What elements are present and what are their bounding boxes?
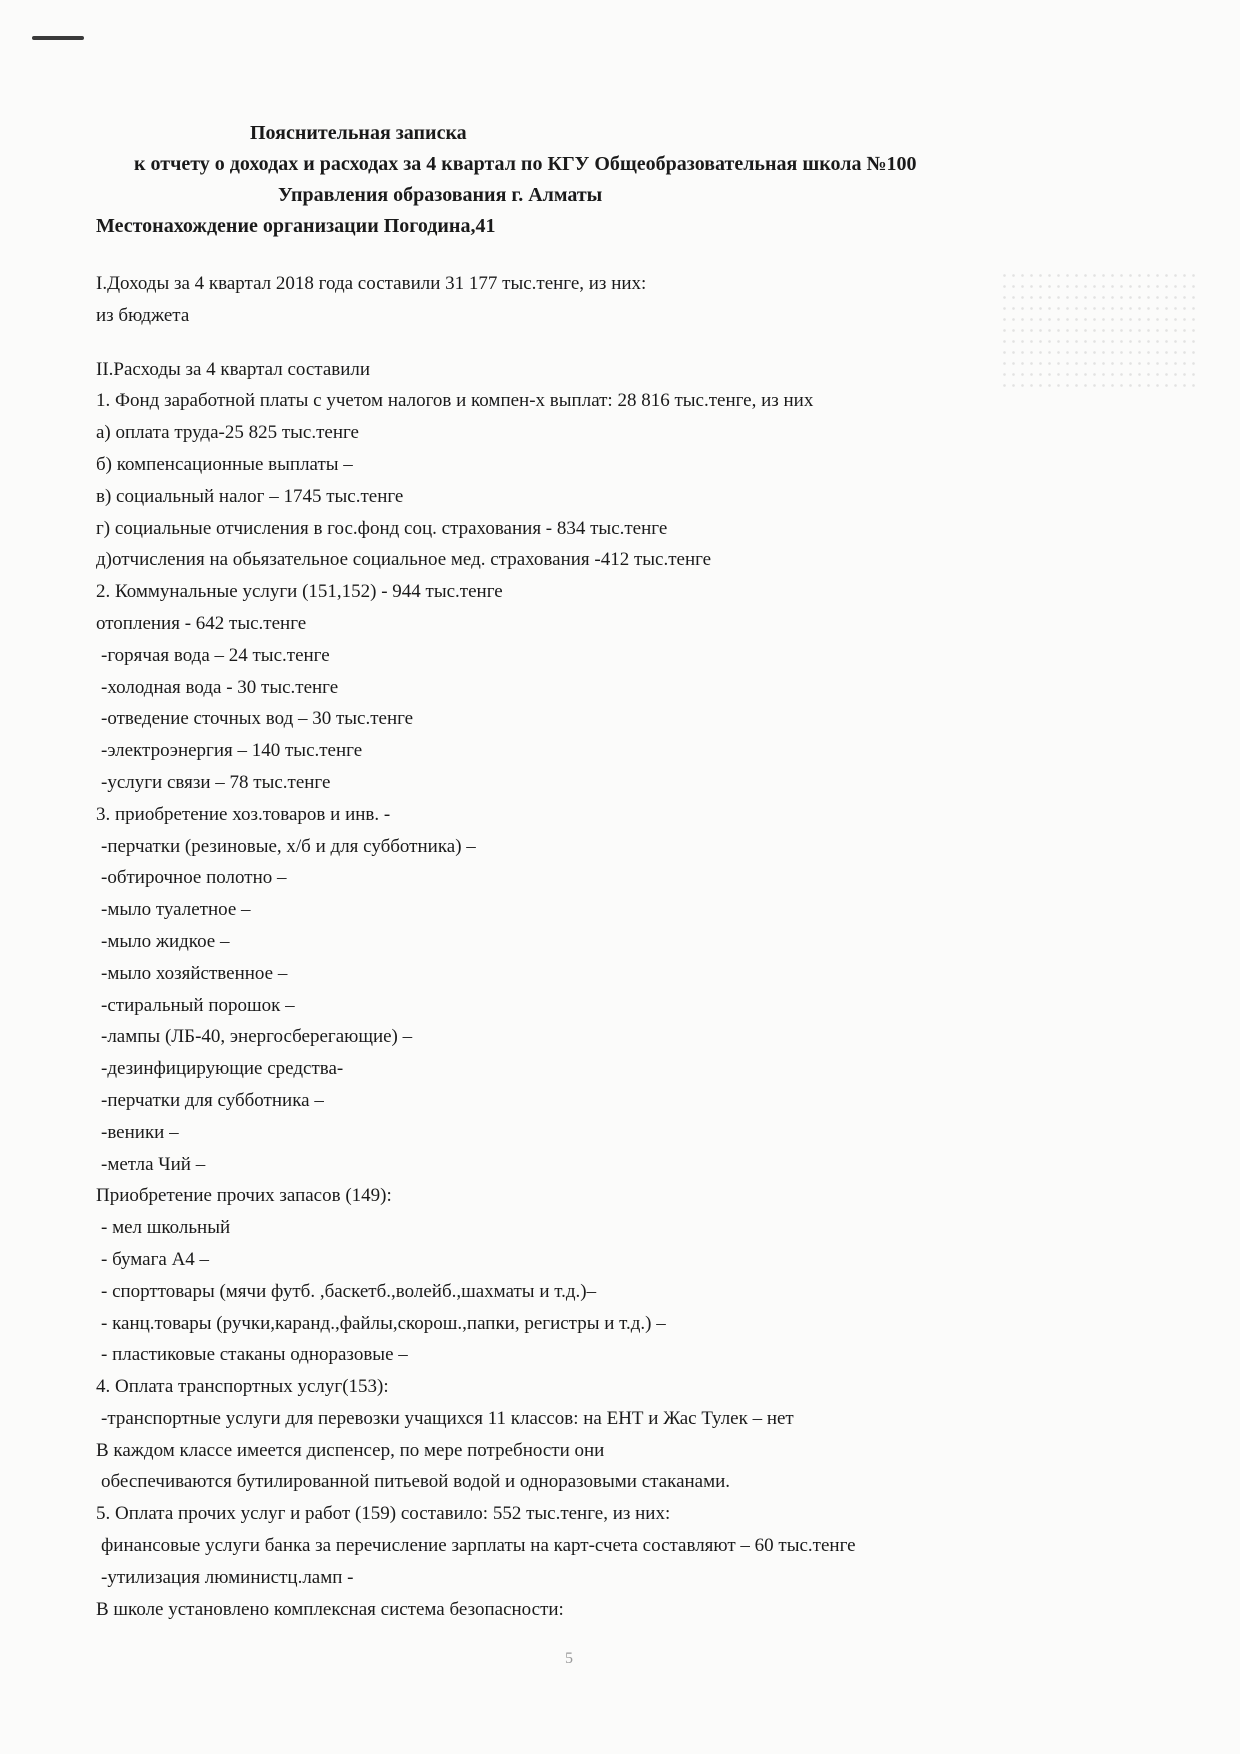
income-summary: I.Доходы за 4 квартал 2018 года составили 31 177 тыс.тенге, из них: xyxy=(96,273,647,294)
organization-location: Местонахождение организации Погодина,41 xyxy=(96,215,496,237)
utilities-item: -отведение сточных вод – 30 тыс.тенге xyxy=(101,708,414,730)
page-number: 5 xyxy=(565,1650,573,1667)
household-title: 3. приобретение хоз.товаров и инв. - xyxy=(96,803,391,825)
document-subtitle-line-1: к отчету о доходах и расходах за 4 квартал по КГУ Общеобразовательная школа №100 xyxy=(134,153,917,175)
scan-mark xyxy=(32,36,84,40)
household-item: -метла Чий – xyxy=(101,1153,206,1175)
household-item: -перчатки для субботника – xyxy=(101,1089,324,1111)
payroll-title: 1. Фонд заработной платы с учетом налогов и компен-х выплат: 28 816 тыс.тенге, из них xyxy=(96,390,814,412)
other-services-item: финансовые услуги банка за перечисление зарплаты на карт-счета составляют – 60 тыс.тенге xyxy=(101,1535,856,1557)
document-title: Пояснительная записка xyxy=(250,122,467,144)
document-page xyxy=(96,118,1156,1625)
transport-item: -транспортные услуги для перевозки учащихся 11 классов: на ЕНТ и Жас Тулек – нет xyxy=(101,1407,794,1429)
utilities-item: -горячая вода – 24 тыс.тенге xyxy=(101,644,330,666)
utilities-item: -услуги связи – 78 тыс.тенге xyxy=(101,771,331,793)
other-stock-item: - бумага А4 – xyxy=(101,1248,210,1270)
utilities-item: -холодная вода - 30 тыс.тенге xyxy=(101,676,339,698)
other-services-title: 5. Оплата прочих услуг и работ (159) составило: 552 тыс.тенге, из них: xyxy=(96,1503,671,1525)
transport-title: 4. Оплата транспортных услуг(153): xyxy=(96,1376,389,1398)
household-item: -перчатки (резиновые, х/б и для субботника) – xyxy=(101,835,476,857)
payroll-item-a: а) оплата труда-25 825 тыс.тенге xyxy=(96,422,359,444)
other-services-item: -утилизация люминистц.ламп - xyxy=(101,1566,354,1588)
household-item: -обтирочное полотно – xyxy=(101,867,287,889)
document-subtitle-line-2: Управления образования г. Алматы xyxy=(278,184,603,206)
expenses-title: II.Расходы за 4 квартал составили xyxy=(96,358,371,380)
other-stock-item: - спорттовары (мячи футб. ,баскетб.,волейб.,шахматы и т.д.)– xyxy=(101,1280,597,1302)
household-item: -дезинфицирующие средства- xyxy=(101,1058,344,1080)
household-item: -стиральный порошок – xyxy=(101,994,295,1016)
utilities-title: 2. Коммунальные услуги (151,152) - 944 тыс.тенге xyxy=(96,581,503,603)
other-stock-title: Приобретение прочих запасов (149): xyxy=(96,1185,392,1207)
other-stock-item: - мел школьный xyxy=(101,1217,231,1239)
transport-note: В каждом классе имеется диспенсер, по мере потребности они xyxy=(96,1439,605,1461)
household-item: -веники – xyxy=(101,1121,179,1143)
household-item: -лампы (ЛБ-40, энергосберегающие) – xyxy=(101,1026,413,1048)
transport-note: обеспечиваются бутилированной питьевой водой и одноразовыми стаканами. xyxy=(101,1471,731,1493)
other-stock-item: - пластиковые стаканы одноразовые – xyxy=(101,1344,408,1366)
household-item: -мыло хозяйственное – xyxy=(101,962,288,984)
utilities-item: -электроэнергия – 140 тыс.тенге xyxy=(101,740,363,762)
utilities-item: отопления - 642 тыс.тенге xyxy=(96,612,307,634)
payroll-item-e: д)отчисления на обьязательное социальное мед. страхования -412 тыс.тенге xyxy=(96,549,712,571)
household-item: -мыло туалетное – xyxy=(101,899,251,921)
other-services-item: В школе установлено комплексная система безопасности: xyxy=(96,1598,564,1620)
payroll-item-b: б) компенсационные выплаты – xyxy=(96,453,353,475)
other-stock-item: - канц.товары (ручки,каранд.,файлы,скорош.,папки, регистры и т.д.) – xyxy=(101,1312,666,1334)
income-source: из бюджета xyxy=(96,304,190,326)
household-item: -мыло жидкое – xyxy=(101,930,230,952)
payroll-item-d: г) социальные отчисления в гос.фонд соц. страхования - 834 тыс.тенге xyxy=(96,517,668,539)
payroll-item-c: в) социальный налог – 1745 тыс.тенге xyxy=(96,485,404,507)
